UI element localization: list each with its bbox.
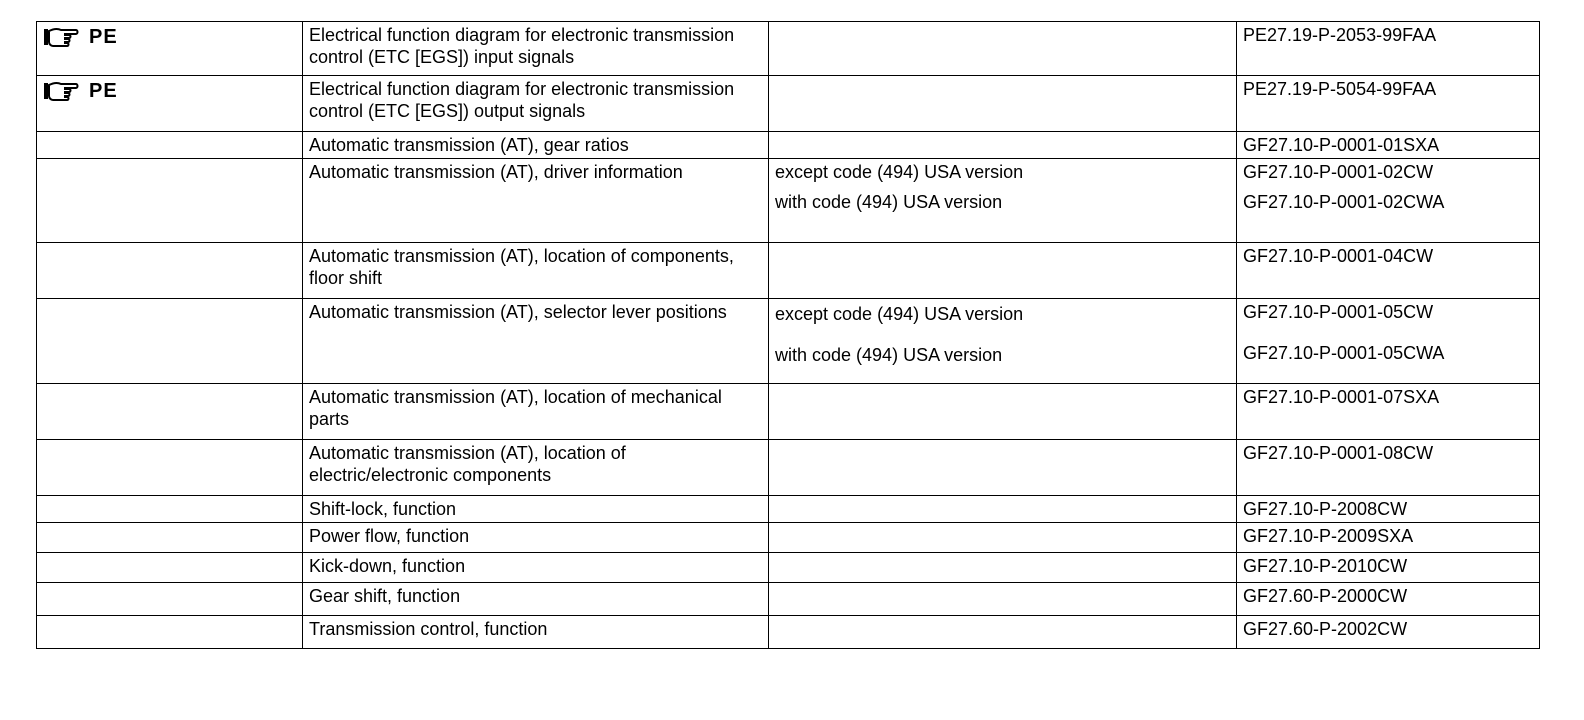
ref-badge[interactable] — [43, 26, 118, 48]
description-cell: Power flow, function — [303, 523, 769, 553]
document-code-link[interactable]: GF27.60-P-2000CW — [1243, 586, 1408, 606]
code-cell — [1237, 616, 1540, 649]
description-cell: Gear shift, function — [303, 583, 769, 616]
table-row — [37, 159, 1540, 243]
condition-text: with code (494) USA version — [775, 192, 1003, 212]
document-code-link[interactable]: GF27.10-P-2009SXA — [1243, 526, 1414, 546]
condition-cell — [769, 132, 1237, 159]
table-row — [37, 496, 1540, 523]
code-cell — [1237, 299, 1540, 384]
ref-cell — [37, 496, 303, 523]
table-row — [37, 132, 1540, 159]
code-cell — [1237, 159, 1540, 243]
table-row — [37, 76, 1540, 132]
description-cell: Automatic transmission (AT), location of components, floor shift — [303, 243, 769, 299]
description-cell: Automatic transmission (AT), driver information — [303, 159, 769, 243]
ref-label: PE — [89, 80, 118, 102]
condition-text: except code (494) USA version — [775, 162, 1024, 182]
table-row — [37, 440, 1540, 496]
ref-cell — [37, 299, 303, 384]
document-code-link[interactable]: GF27.10-P-0001-01SXA — [1243, 135, 1440, 155]
ref-badge[interactable] — [43, 80, 118, 102]
condition-cell — [769, 76, 1237, 132]
description-cell: Automatic transmission (AT), location of electric/electronic components — [303, 440, 769, 496]
condition-cell — [769, 384, 1237, 440]
ref-cell — [37, 616, 303, 649]
description-cell: Shift-lock, function — [303, 496, 769, 523]
condition-cell — [769, 583, 1237, 616]
ref-cell — [37, 523, 303, 553]
code-cell — [1237, 76, 1540, 132]
ref-cell — [37, 440, 303, 496]
condition-cell — [769, 496, 1237, 523]
ref-cell — [37, 553, 303, 583]
description-cell: Automatic transmission (AT), location of mechanical parts — [303, 384, 769, 440]
table-row — [37, 22, 1540, 76]
document-code-link[interactable]: GF27.60-P-2002CW — [1243, 619, 1408, 639]
code-cell — [1237, 496, 1540, 523]
description-cell: Transmission control, function — [303, 616, 769, 649]
document-code-link[interactable]: GF27.10-P-2010CW — [1243, 556, 1408, 576]
document-code-link[interactable]: GF27.10-P-0001-05CW — [1243, 302, 1434, 322]
pointing-hand-icon — [43, 80, 79, 102]
code-cell — [1237, 583, 1540, 616]
description-cell: Electrical function diagram for electronic transmission control (ETC [EGS]) output signals — [303, 76, 769, 132]
document-code-link[interactable]: GF27.10-P-0001-02CW — [1243, 162, 1434, 182]
ref-cell — [37, 583, 303, 616]
ref-cell — [37, 159, 303, 243]
document-code-link[interactable]: GF27.10-P-0001-07SXA — [1243, 387, 1440, 407]
condition-cell — [769, 553, 1237, 583]
table-row — [37, 243, 1540, 299]
code-cell — [1237, 22, 1540, 76]
condition-cell — [769, 440, 1237, 496]
ref-cell — [37, 132, 303, 159]
ref-cell — [37, 76, 303, 132]
code-cell — [1237, 523, 1540, 553]
code-cell — [1237, 384, 1540, 440]
condition-cell — [769, 616, 1237, 649]
document-code-link[interactable]: PE27.19-P-5054-99FAA — [1243, 79, 1437, 99]
description-cell: Electrical function diagram for electronic transmission control (ETC [EGS]) input signals — [303, 22, 769, 76]
document-code-link[interactable]: GF27.10-P-2008CW — [1243, 499, 1408, 519]
condition-text: with code (494) USA version — [775, 345, 1003, 365]
description-cell: Kick-down, function — [303, 553, 769, 583]
document-code-link[interactable]: GF27.10-P-0001-08CW — [1243, 443, 1434, 463]
condition-cell — [769, 22, 1237, 76]
ref-cell — [37, 384, 303, 440]
code-cell — [1237, 553, 1540, 583]
document-code-link[interactable]: GF27.10-P-0001-05CWA — [1243, 343, 1445, 363]
code-cell — [1237, 132, 1540, 159]
condition-cell — [769, 159, 1237, 243]
pointing-hand-icon — [43, 26, 79, 48]
ref-cell — [37, 22, 303, 76]
table-row — [37, 384, 1540, 440]
condition-cell — [769, 299, 1237, 384]
ref-cell — [37, 243, 303, 299]
code-cell — [1237, 440, 1540, 496]
condition-cell — [769, 243, 1237, 299]
description-cell: Automatic transmission (AT), gear ratios — [303, 132, 769, 159]
document-code-link[interactable]: GF27.10-P-0001-04CW — [1243, 246, 1434, 266]
reference-table — [36, 21, 1540, 649]
document-code-link[interactable]: GF27.10-P-0001-02CWA — [1243, 192, 1445, 212]
condition-text: except code (494) USA version — [775, 304, 1024, 324]
table-row — [37, 299, 1540, 384]
document-code-link[interactable]: PE27.19-P-2053-99FAA — [1243, 25, 1437, 45]
condition-cell — [769, 523, 1237, 553]
ref-label: PE — [89, 26, 118, 48]
table-row — [37, 616, 1540, 649]
code-cell — [1237, 243, 1540, 299]
table-row — [37, 583, 1540, 616]
table-row — [37, 553, 1540, 583]
description-cell: Automatic transmission (AT), selector lever positions — [303, 299, 769, 384]
table-row — [37, 523, 1540, 553]
